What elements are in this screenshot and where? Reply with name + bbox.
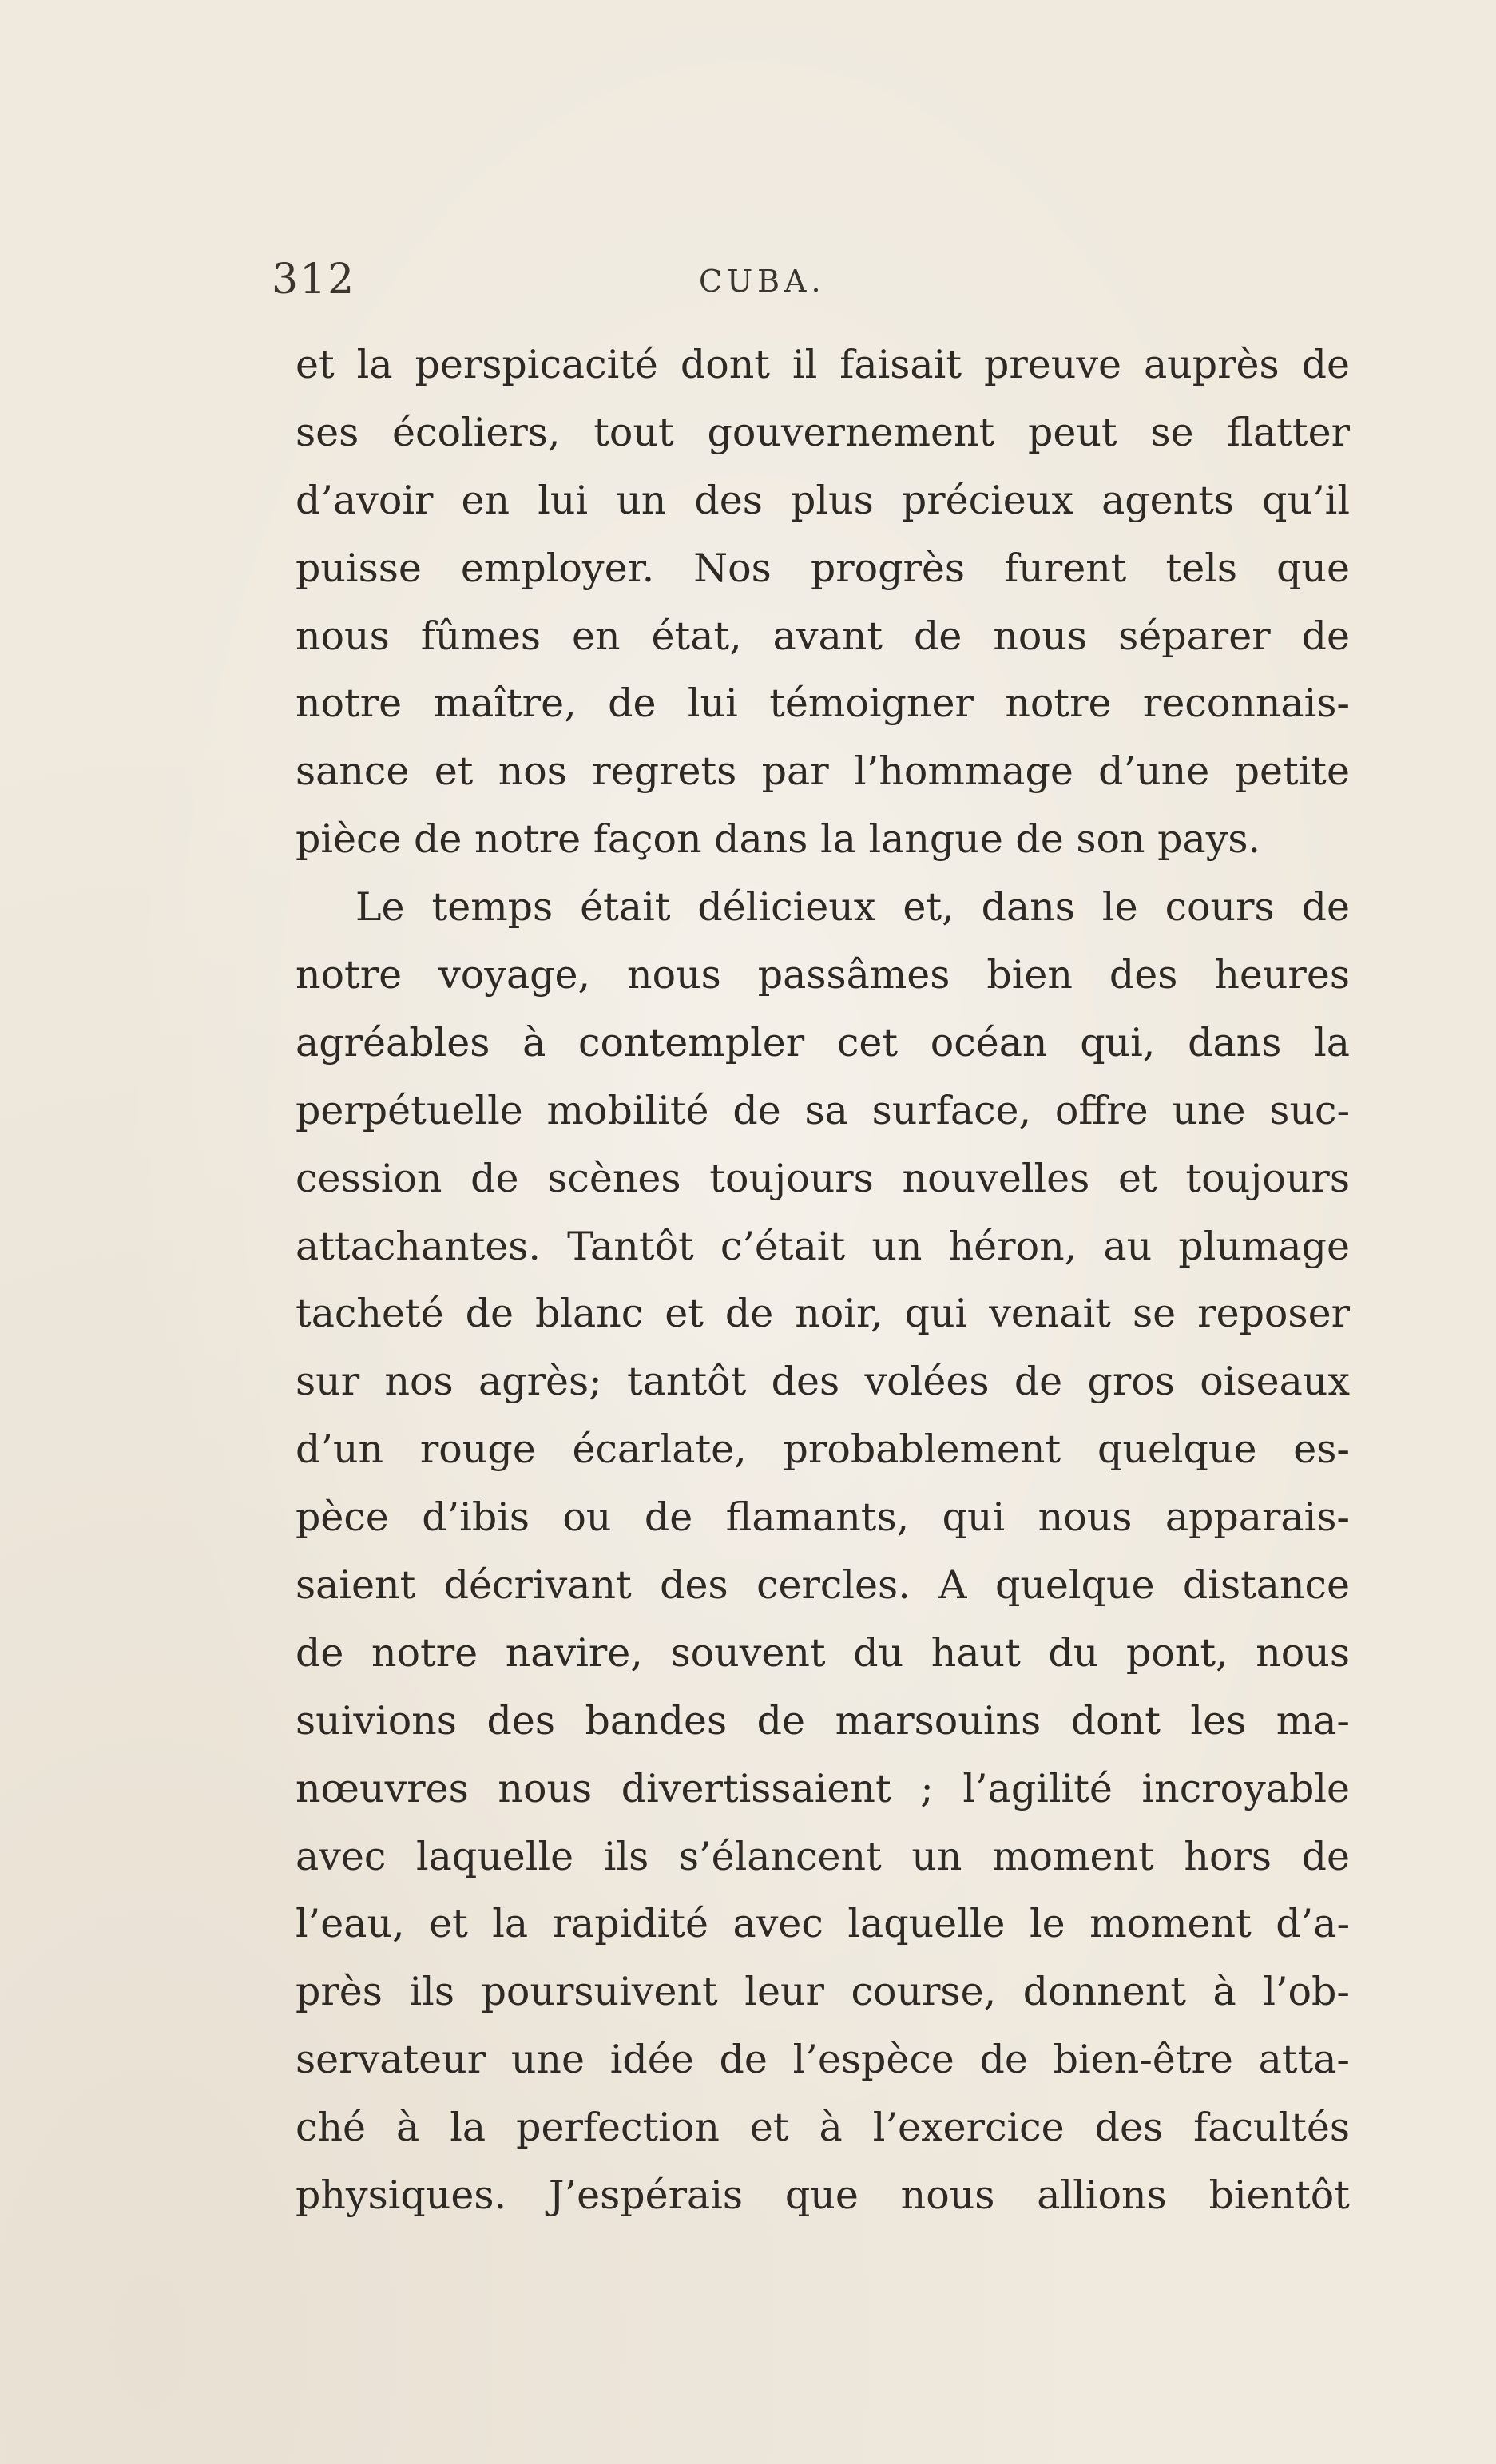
text-line: de notre navire, souvent du haut du pont, nous: [296, 1629, 1350, 1676]
text-line: cession de scènes toujours nouvelles et toujours: [296, 1155, 1350, 1201]
text-line: suivions des bandes de marsouins dont les ma-: [296, 1697, 1350, 1744]
text-line: agréables à contempler cet océan qui, dans la: [296, 1019, 1350, 1065]
text-line: pèce d’ibis ou de flamants, qui nous apparais-: [296, 1494, 1350, 1541]
text-line: tacheté de blanc et de noir, qui venait se reposer: [296, 1291, 1350, 1337]
text-line: ché à la perfection et à l’exercice des facultés: [296, 2105, 1350, 2151]
body-text: [296, 331, 1350, 2230]
text-line: attachantes. Tantôt c’était un héron, au plumage: [296, 1223, 1350, 1269]
text-line: physiques. J’espérais que nous allions bientôt: [296, 2172, 1350, 2219]
text-line: servateur une idée de l’espèce de bien-être atta-: [296, 2037, 1350, 2083]
text-line: perpétuelle mobilité de sa surface, offre une suc-: [296, 1087, 1350, 1133]
text-line: et la perspicacité dont il faisait preuve auprès de: [296, 342, 1350, 387]
text-line: l’eau, et la rapidité avec laquelle le moment d’a-: [296, 1901, 1350, 1947]
text-line: notre voyage, nous passâmes bien des heures: [296, 952, 1350, 998]
text-line: sance et nos regrets par l’hommage d’une petite: [296, 748, 1350, 795]
text-line: saient décrivant des cercles. A quelque distance: [296, 1562, 1350, 1609]
text-line: près ils poursuivent leur course, donnent à l’ob-: [296, 1969, 1350, 2015]
text-line: d’un rouge écarlate, probablement quelque es-: [296, 1426, 1350, 1473]
text-line: notre maître, de lui témoigner notre reconnais-: [296, 680, 1350, 727]
running-title: CUBA.: [699, 264, 826, 299]
text-line: avec laquelle ils s’élancent un moment hors de: [296, 1833, 1350, 1879]
text-line: puisse employer. Nos progrès furent tels que: [296, 545, 1350, 591]
text-line: d’avoir en lui un des plus précieux agents qu’il: [296, 477, 1350, 523]
text-line: nœuvres nous divertissaient ; l’agilité incroyable: [296, 1765, 1350, 1811]
text-line: sur nos agrès; tantôt des volées de gros oiseaux: [296, 1359, 1350, 1405]
text-line: pièce de notre façon dans la langue de son pays.: [296, 816, 1261, 863]
text-line: Le temps était délicieux et, dans le cours de: [355, 884, 1350, 930]
text-line: nous fûmes en état, avant de nous séparer de: [296, 613, 1350, 659]
running-head: [272, 256, 1358, 311]
text-line: ses écoliers, tout gouvernement peut se flatter: [296, 409, 1350, 455]
page-number: 312: [272, 256, 356, 304]
